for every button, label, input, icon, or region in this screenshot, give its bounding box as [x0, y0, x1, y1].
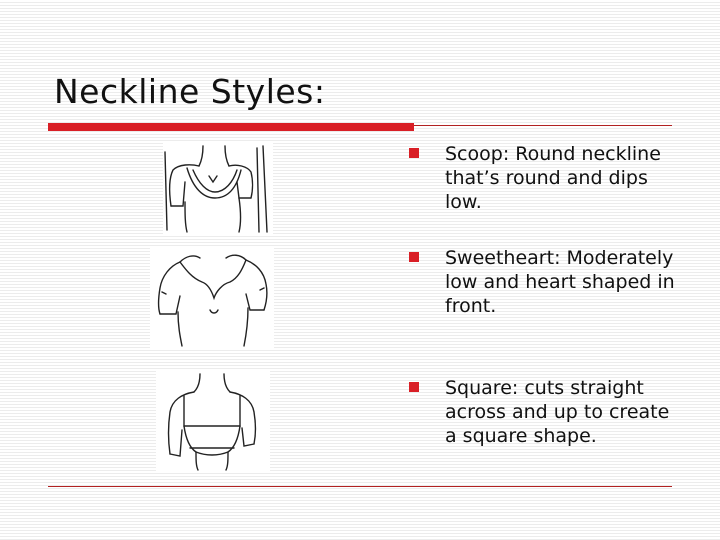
square-bullet-icon: [409, 148, 419, 158]
bullet-item-sweetheart: [405, 246, 685, 318]
bullet-item-scoop: [405, 142, 685, 214]
footer-rule: [48, 486, 672, 487]
slide-title: Neckline Styles:: [54, 72, 326, 111]
bullet-text: Scoop: Round neckline that’s round and dips low.: [445, 143, 661, 213]
square-neckline-illustration: [156, 370, 270, 472]
bullet-text: Sweetheart: Moderately low and heart shaped in front.: [445, 247, 675, 317]
scoop-neckline-illustration: [163, 142, 273, 234]
bullet-text: Square: cuts straight across and up to create a square shape.: [445, 377, 670, 447]
square-bullet-icon: [409, 382, 419, 392]
square-bullet-icon: [409, 252, 419, 262]
bullet-item-square: [405, 376, 685, 448]
title-accent-bar: [48, 123, 414, 131]
sweetheart-neckline-illustration: [150, 248, 274, 348]
